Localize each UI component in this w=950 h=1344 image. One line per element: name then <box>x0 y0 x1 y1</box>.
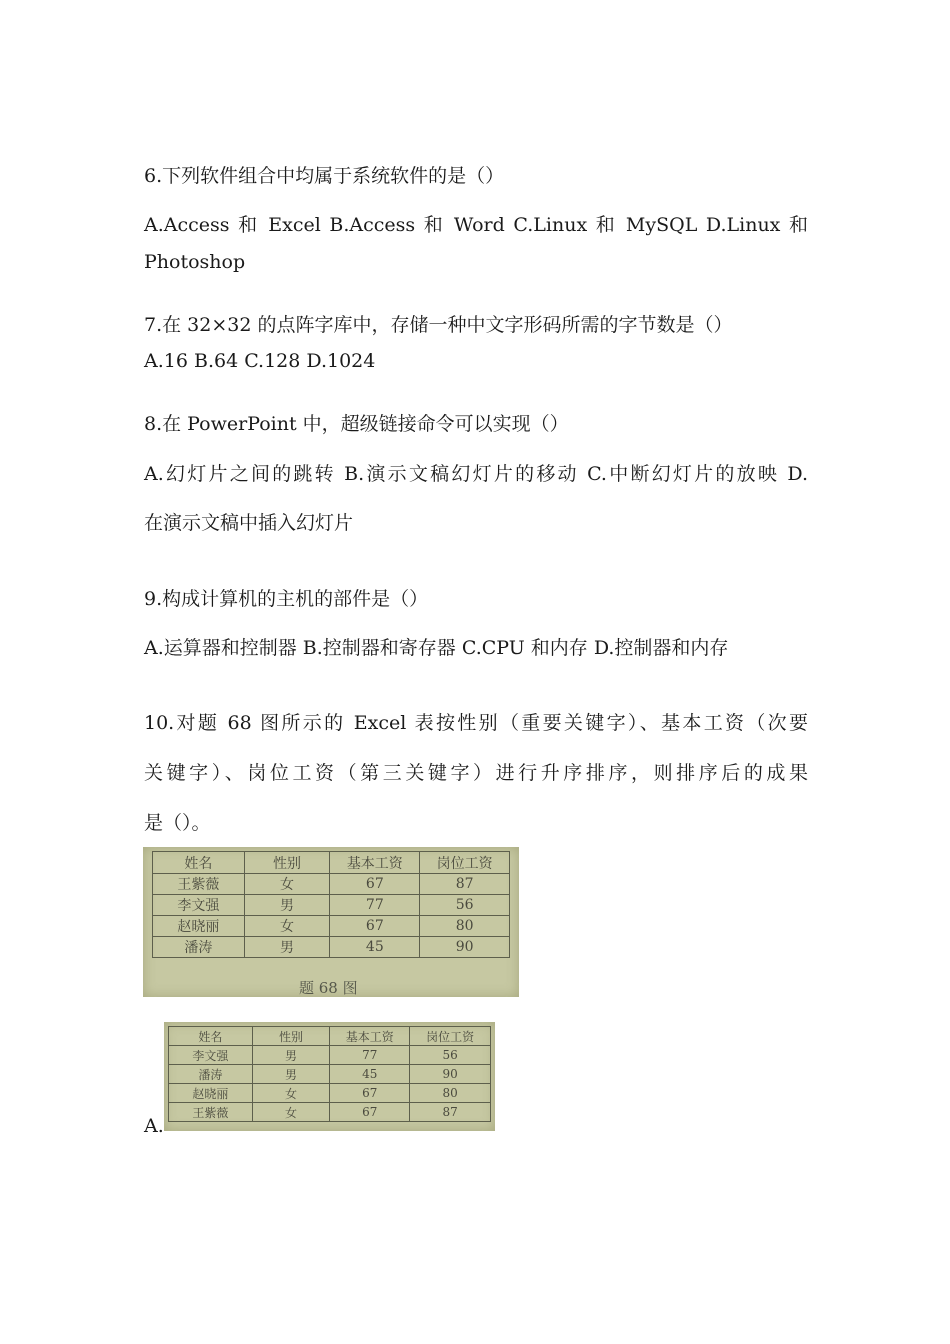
table-cell: 87 <box>410 1103 491 1122</box>
figure-68-image <box>143 847 519 997</box>
table-cell: 赵晓丽 <box>153 916 245 937</box>
table-cell: 80 <box>420 916 510 937</box>
table-cell: 李文强 <box>169 1046 253 1065</box>
table-cell: 男 <box>244 895 330 916</box>
table-cell: 67 <box>330 1103 410 1122</box>
q8-options-line2: 在演示文稿中插入幻灯片 <box>144 512 354 534</box>
table-row <box>169 1046 491 1065</box>
table-cell: 67 <box>330 1084 410 1103</box>
table-cell: 90 <box>410 1065 491 1084</box>
table-cell: 87 <box>420 874 510 895</box>
table-row <box>169 1084 491 1103</box>
table-header-cell: 岗位工资 <box>410 1027 491 1046</box>
table-row <box>169 1103 491 1122</box>
table-cell: 潘涛 <box>153 937 245 958</box>
q9-options: A.运算器和控制器 B.控制器和寄存器 C.CPU 和内存 D.控制器和内存 <box>144 637 729 659</box>
table-cell: 67 <box>330 916 420 937</box>
q8-options-line1: A.幻灯片之间的跳转 B.演示文稿幻灯片的移动 C.中断幻灯片的放映 D. <box>144 463 808 485</box>
q6-options-line1: A.Access 和 Excel B.Access 和 Word C.Linux 和 MySQL D.Linux 和 <box>144 214 808 236</box>
table-cell: 女 <box>252 1103 330 1122</box>
q7-stem: 7.在 32×32 的点阵字库中，存储一种中文字形码所需的字节数是（） <box>144 314 733 336</box>
table-row <box>153 937 510 958</box>
table-row <box>153 895 510 916</box>
q10-stem-line3: 是（）。 <box>144 812 211 834</box>
table-header-cell: 性别 <box>252 1027 330 1046</box>
table-header-cell: 基本工资 <box>330 1027 410 1046</box>
table-cell: 女 <box>244 916 330 937</box>
table-cell: 77 <box>330 1046 410 1065</box>
table-header-cell: 姓名 <box>169 1027 253 1046</box>
table-cell: 赵晓丽 <box>169 1084 253 1103</box>
table-header-row <box>153 852 510 874</box>
q7-options: A.16 B.64 C.128 D.1024 <box>144 350 376 372</box>
q6-options-line2: Photoshop <box>144 251 246 273</box>
table-cell: 男 <box>252 1046 330 1065</box>
table-cell: 王紫薇 <box>153 874 245 895</box>
q6-stem: 6.下列软件组合中均属于系统软件的是（） <box>144 165 505 187</box>
option-a-image <box>164 1022 495 1131</box>
table-header-cell: 岗位工资 <box>420 852 510 874</box>
table-cell: 李文强 <box>153 895 245 916</box>
q8-stem: 8.在 PowerPoint 中，超级链接命令可以实现（） <box>144 413 569 435</box>
table-cell: 女 <box>252 1084 330 1103</box>
table-header-cell: 性别 <box>244 852 330 874</box>
figure-caption: 题 68 图 <box>299 979 358 997</box>
table-cell: 潘涛 <box>169 1065 253 1084</box>
table-cell: 80 <box>410 1084 491 1103</box>
table-cell: 男 <box>244 937 330 958</box>
figure-68-table <box>152 851 510 958</box>
option-a-table <box>168 1026 491 1122</box>
table-cell: 45 <box>330 937 420 958</box>
table-cell: 67 <box>330 874 420 895</box>
table-header-cell: 姓名 <box>153 852 245 874</box>
table-cell: 45 <box>330 1065 410 1084</box>
option-a-label: A. <box>144 1115 164 1137</box>
table-cell: 女 <box>244 874 330 895</box>
table-cell: 56 <box>410 1046 491 1065</box>
table-header-cell: 基本工资 <box>330 852 420 874</box>
q9-stem: 9.构成计算机的主机的部件是（） <box>144 588 429 610</box>
table-cell: 56 <box>420 895 510 916</box>
table-header-row <box>169 1027 491 1046</box>
table-cell: 77 <box>330 895 420 916</box>
table-cell: 男 <box>252 1065 330 1084</box>
q10-stem-line1: 10.对题 68 图所示的 Excel 表按性别（重要关键字）、基本工资（次要 <box>144 712 808 734</box>
table-row <box>153 916 510 937</box>
q10-stem-line2: 关键字）、岗位工资（第三关键字）进行升序排序，则排序后的成果 <box>144 762 808 784</box>
table-row <box>153 874 510 895</box>
table-cell: 王紫薇 <box>169 1103 253 1122</box>
table-row <box>169 1065 491 1084</box>
table-cell: 90 <box>420 937 510 958</box>
